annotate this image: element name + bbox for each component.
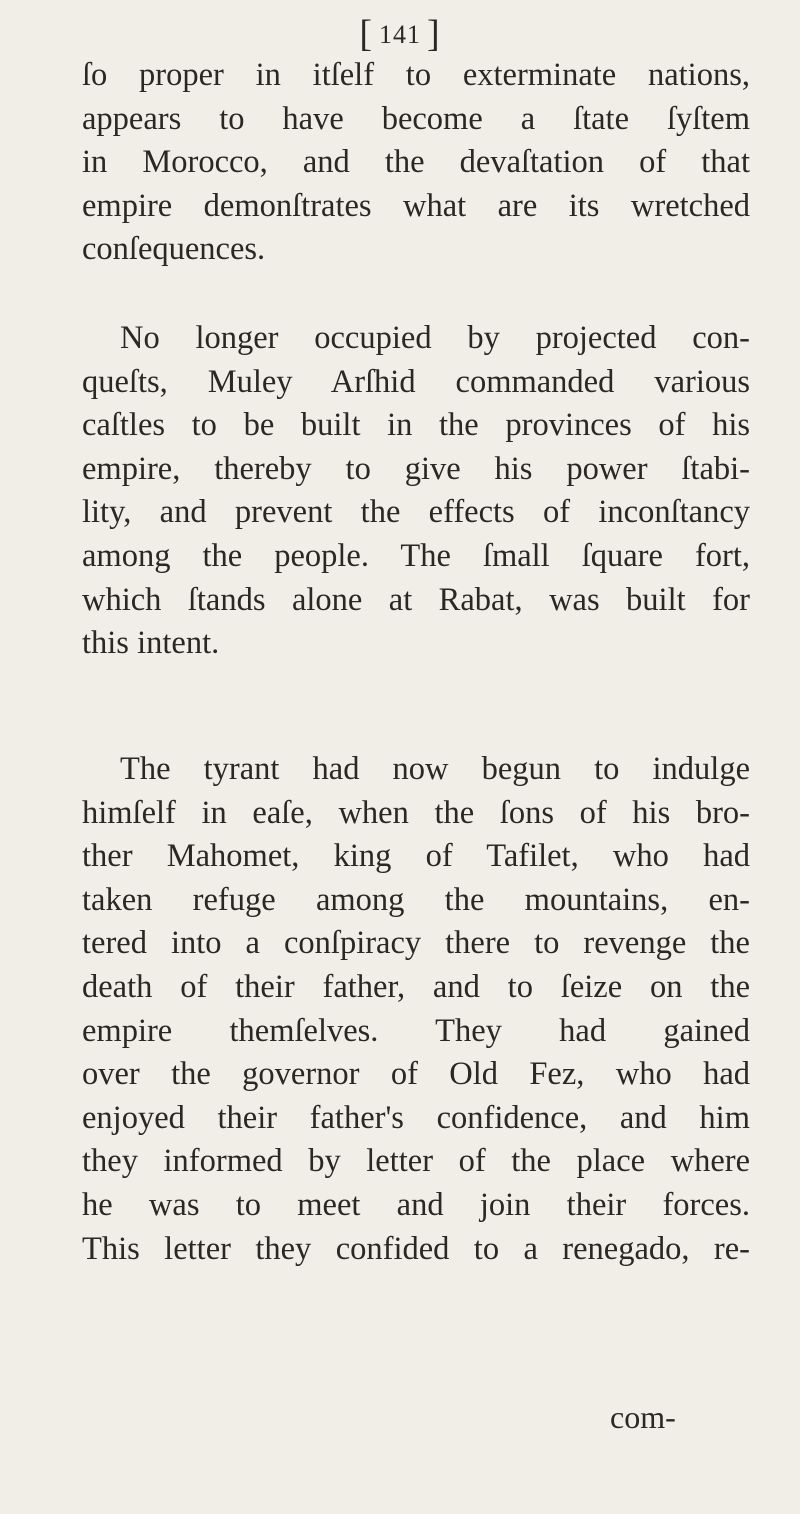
paragraph-2 — [82, 317, 750, 666]
text-line: conſequences. — [82, 231, 266, 268]
page-number: 141 — [379, 20, 421, 49]
text-line: appears to have become a ſtate ſyſtem — [82, 100, 750, 137]
text-line: they informed by letter of the place where — [82, 1143, 750, 1180]
text-line: empire, thereby to give his power ſtabi- — [82, 450, 750, 487]
paragraph-3 — [82, 748, 750, 1271]
text-line: empire themſelves. They had gained — [82, 1012, 750, 1049]
text-line: he was to meet and join their forces. — [82, 1186, 750, 1223]
text-line: among the people. The ſmall ſquare fort, — [82, 537, 750, 574]
paragraph-1 — [82, 54, 750, 272]
text-line: taken refuge among the mountains, en- — [82, 881, 750, 918]
text-line: enjoyed their father's confidence, and him — [82, 1099, 750, 1136]
text-line: in Morocco, and the devaſtation of that — [82, 144, 750, 181]
text-line: The tyrant had now begun to indulge — [120, 751, 750, 787]
text-line: No longer occupied by projected con- — [120, 320, 750, 356]
text-line: This letter they confided to a renegado, re- — [82, 1230, 750, 1267]
page-number-header — [0, 12, 800, 56]
text-line: death of their father, and to ſeize on the — [82, 968, 750, 1005]
catchword: com- — [610, 1399, 676, 1435]
text-line: caſtles to be built in the provinces of his — [82, 407, 750, 444]
text-line: empire demonſtrates what are its wretched — [82, 187, 750, 224]
text-line: tered into a conſpiracy there to revenge the — [82, 925, 750, 962]
text-line: himſelf in eaſe, when the ſons of his bro- — [82, 794, 750, 831]
open-bracket: [ — [359, 13, 373, 55]
text-line: lity, and prevent the effects of inconſtancy — [82, 494, 750, 531]
text-line: this intent. — [82, 625, 220, 662]
text-line: ſo proper in itſelf to exterminate nations, — [82, 57, 750, 93]
close-bracket: ] — [427, 13, 441, 55]
text-line: queſts, Muley Arſhid commanded various — [82, 363, 750, 400]
text-line: ther Mahomet, king of Tafilet, who had — [82, 838, 750, 875]
text-line: which ſtands alone at Rabat, was built for — [82, 581, 750, 618]
text-line: over the governor of Old Fez, who had — [82, 1056, 750, 1093]
